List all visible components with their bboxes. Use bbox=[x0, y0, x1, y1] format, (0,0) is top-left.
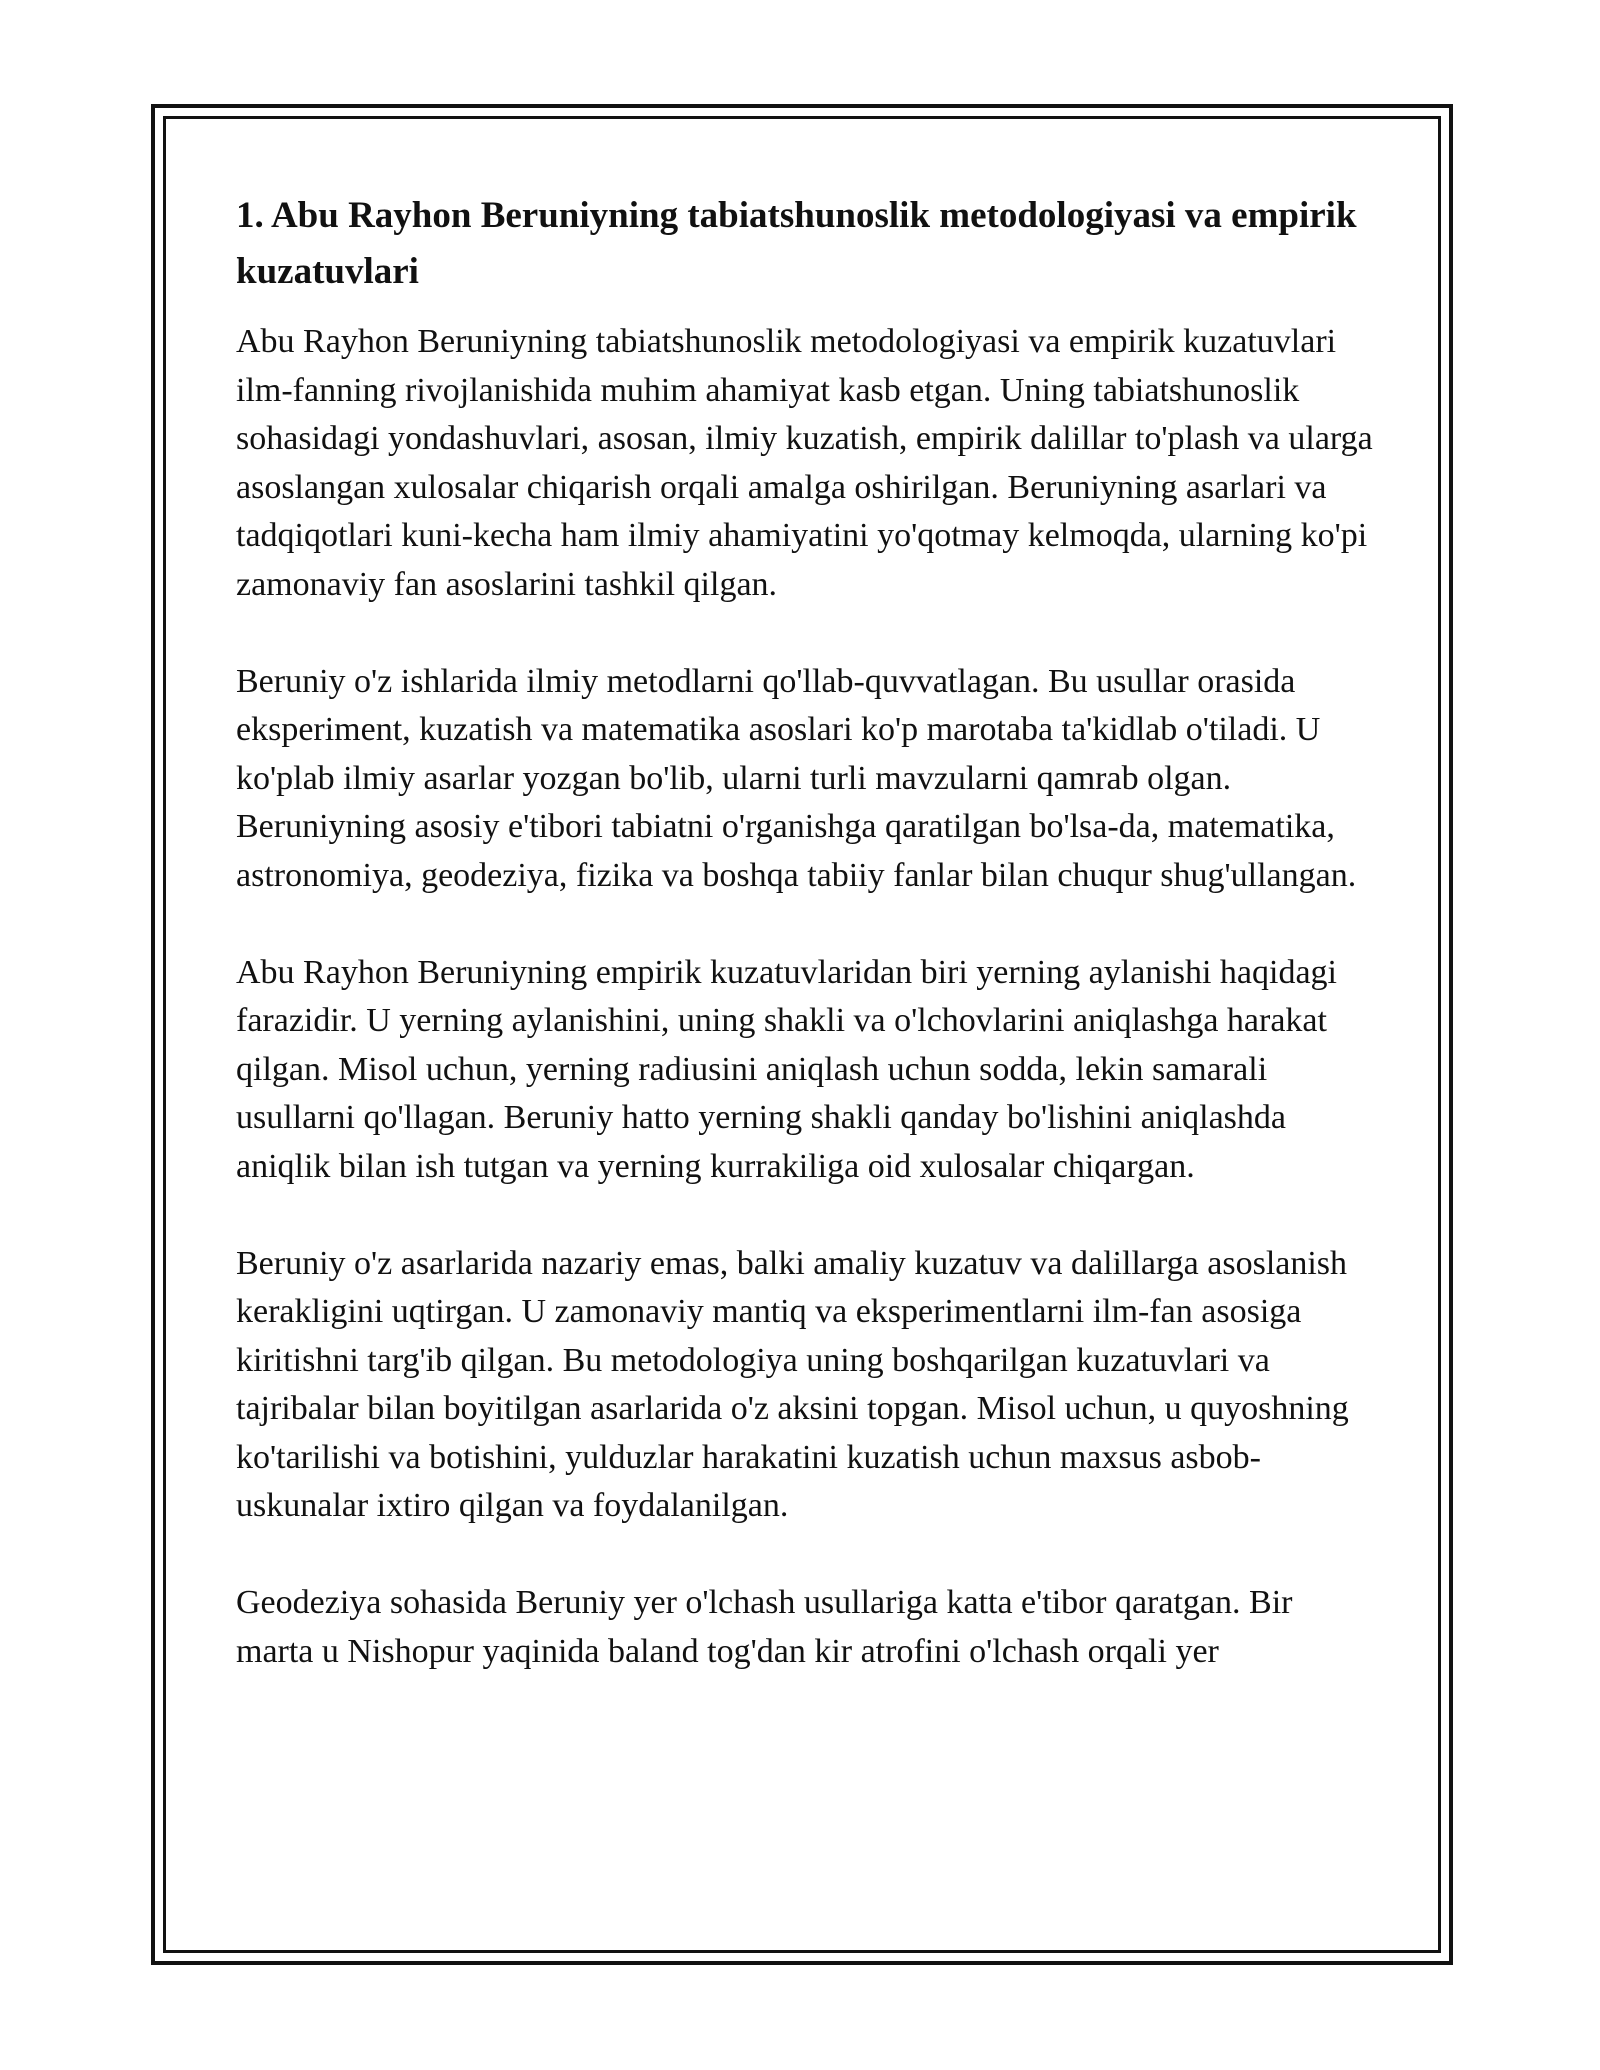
section-heading: 1. Abu Rayhon Beruniyning tabiatshunoslik metodologiyasi va empirik kuzatuvlari bbox=[236, 195, 1357, 292]
document-body bbox=[236, 188, 1376, 1724]
paragraph-1: Abu Rayhon Beruniyning tabiatshunoslik metodologiyasi va empirik kuzatuvlari ilm-fanning rivojlanishida muhim ahamiyat kasb etgan. Uning tabiatshunoslik sohasidagi yondashuvlari, asosan, ilmiy kuzatish, empirik dalillar to'plash va ularga asoslangan xulosalar chiqarish orqali amalga oshirilgan. Beruniyning asarlari va tadqiqotlari kuni-kecha ham ilmiy ahamiyatini yo'qotmay kelmoqda, ularning ko'pi zamonaviy fan asoslarini tashkil qilgan. bbox=[236, 323, 1373, 603]
paragraph-5: Geodeziya sohasida Beruniy yer o'lchash usullariga katta e'tibor qaratgan. Bir marta u Nishopur yaqinida baland tog'dan kir atrofini o'lchash orqali yer bbox=[236, 1584, 1293, 1670]
paragraph-4: Beruniy o'z asarlarida nazariy emas, balki amaliy kuzatuv va dalillarga asoslanish kerakligini uqtirgan. U zamonaviy mantiq va eksperimentlarni ilm-fan asosiga kiritishni targ'ib qilgan. Bu metodologiya uning boshqarilgan kuzatuvlari va tajribalar bilan boyitilgan asarlarida o'z aksini topgan. Misol uchun, u quyoshning ko'tarilishi va botishini, yulduzlar harakatini kuzatish uchun maxsus asbob-uskunalar ixtiro qilgan va foydalanilgan. bbox=[236, 1244, 1349, 1525]
paragraph-3: Abu Rayhon Beruniyning empirik kuzatuvlaridan biri yerning aylanishi haqidagi farazidir. U yerning aylanishini, uning shakli va o'lchovlarini aniqlashga harakat qilgan. Misol uchun, yerning radiusini aniqlash uchun sodda, lekin samarali usullarni qo'llagan. Beruniy hatto yerning shakli qanday bo'lishini aniqlashda aniqlik bilan ish tutgan va yerning kurrakiliga oid xulosalar chiqargan. bbox=[236, 953, 1337, 1185]
paragraph-2: Beruniy o'z ishlarida ilmiy metodlarni qo'llab-quvvatlagan. Bu usullar orasida eksperiment, kuzatish va matematika asoslari ko'p marotaba ta'kidlab o'tiladi. U ko'plab ilmiy asarlar yozgan bo'lib, ularni turli mavzularni qamrab olgan. Beruniyning asosiy e'tibori tabiatni o'rganishga qaratilgan bo'lsa-da, matematika, astronomiya, geodeziya, fizika va boshqa tabiiy fanlar bilan chuqur shug'ullangan. bbox=[236, 662, 1357, 894]
